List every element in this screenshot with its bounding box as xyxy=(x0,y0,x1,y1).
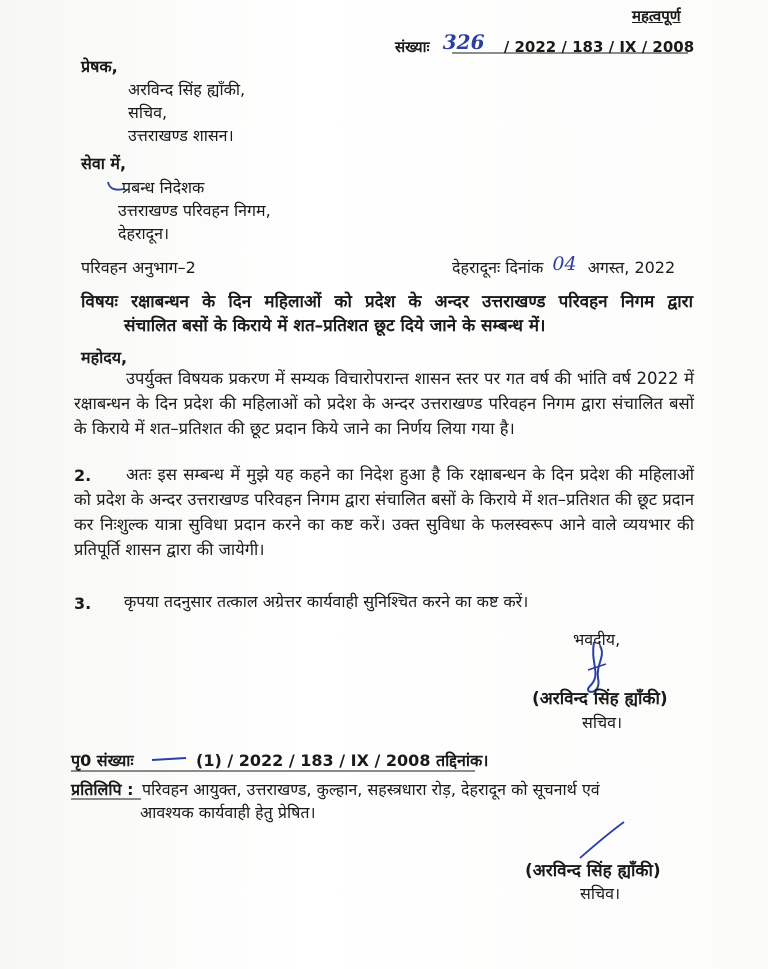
date-handwritten-day: 04 xyxy=(552,253,577,275)
endorsement-value: (1) / 2022 / 183 / IX / 2008 तद्दिनांक। xyxy=(196,751,489,770)
copy-label-underline xyxy=(71,797,141,802)
subject-line-1: विषयः रक्षाबन्धन के दिन महिलाओं को प्रदेश के अन्दर उत्तराखण्ड परिवहन निगम द्वारा xyxy=(81,292,693,312)
paragraph-2-number: 2. xyxy=(74,466,92,485)
date-suffix: अगस्त, 2022 xyxy=(587,258,676,277)
date-prefix: देहरादूनः दिनांक xyxy=(452,258,544,277)
endorsement-label: पृ0 संख्याः xyxy=(71,751,134,770)
priority-mark: महत्वपूर्ण xyxy=(632,7,681,25)
copy-label: प्रतिलिपि : xyxy=(71,780,134,799)
endorsement-underline xyxy=(71,769,475,774)
paragraph-2: अतः इस सम्बन्ध में मुझे यह कहने का निदेश हुआ है कि रक्षाबन्धन के दिन प्रदेश की महिलाओं को प्रदेश के अन्दर उत्तराखण्ड परिवहन निगम द्वारा संचालित बसों के किराये में शत–प्रतिशत की छूट प्रदान कर निःशुल्क यात्रा सुविधा प्रदान करने का कष्ट करें। उक्त सुविधा के फलस्वरूप आने वाले व्ययभार की प्रतिपूर्ति शासन द्वारा की जायेगी। xyxy=(74,465,694,559)
letter-date xyxy=(452,253,676,278)
subject-line-2: संचालित बसों के किराये में शत–प्रतिशत छूट दिये जाने के सम्बन्ध में। xyxy=(124,316,546,336)
copy-text-line-2: आवश्यक कार्यवाही हेतु प्रेषित। xyxy=(140,803,316,822)
recipient-city: देहरादून। xyxy=(118,224,170,243)
salutation: महोदय, xyxy=(81,348,128,367)
paragraph-3-number: 3. xyxy=(74,594,92,613)
sender-name: अरविन्द सिंह ह्याँकी, xyxy=(128,80,246,99)
reference-suffix: / 2022 / 183 / IX / 2008 xyxy=(503,38,695,56)
sender-label: प्रेषक, xyxy=(81,57,118,76)
recipient-title: प्रबन्ध निदेशक xyxy=(122,178,205,197)
signature-1-designation: सचिव। xyxy=(582,713,623,732)
reference-underline xyxy=(452,50,688,56)
signature-2-designation: सचिव। xyxy=(580,884,621,903)
closing: भवदीय, xyxy=(573,630,621,649)
recipient-label: सेवा में, xyxy=(81,154,127,173)
section-name: परिवहन अनुभाग–2 xyxy=(81,258,196,277)
paragraph-1: उपर्युक्त विषयक प्रकरण में सम्यक विचारोपरान्त शासन स्तर पर गत वर्ष की भांति वर्ष 2022 में रक्षाबन्धन के दिन प्रदेश की महिलाओं को प्रदेश के अन्दर उत्तराखण्ड परिवहन निगम द्वारा संचालित बसों के किराये में शत–प्रतिशत की छूट प्रदान किये जाने का निर्णय लिया गया है। xyxy=(74,369,694,438)
sender-office: उत्तराखण्ड शासन। xyxy=(128,126,234,145)
sender-designation: सचिव, xyxy=(128,103,168,122)
reference-label: संख्याः xyxy=(395,38,430,56)
paragraph-3: कृपया तदनुसार तत्काल अग्रेत्तर कार्यवाही सुनिश्चित करने का कष्ट करें। xyxy=(124,592,529,611)
copy-text-line-1: परिवहन आयुक्त, उत्तराखण्ड, कुल्हान, सहस्त्रधारा रोड़, देहरादून को सूचनार्थ एवं xyxy=(142,780,600,799)
reference-handwritten-number: 326 xyxy=(442,30,485,54)
signature-1-name: (अरविन्द सिंह ह्याँकी) xyxy=(532,689,668,709)
signature-2-name: (अरविन्द सिंह ह्याँकी) xyxy=(525,861,661,881)
handwritten-dash xyxy=(150,752,190,766)
recipient-org: उत्तराखण्ड परिवहन निगम, xyxy=(118,201,271,220)
